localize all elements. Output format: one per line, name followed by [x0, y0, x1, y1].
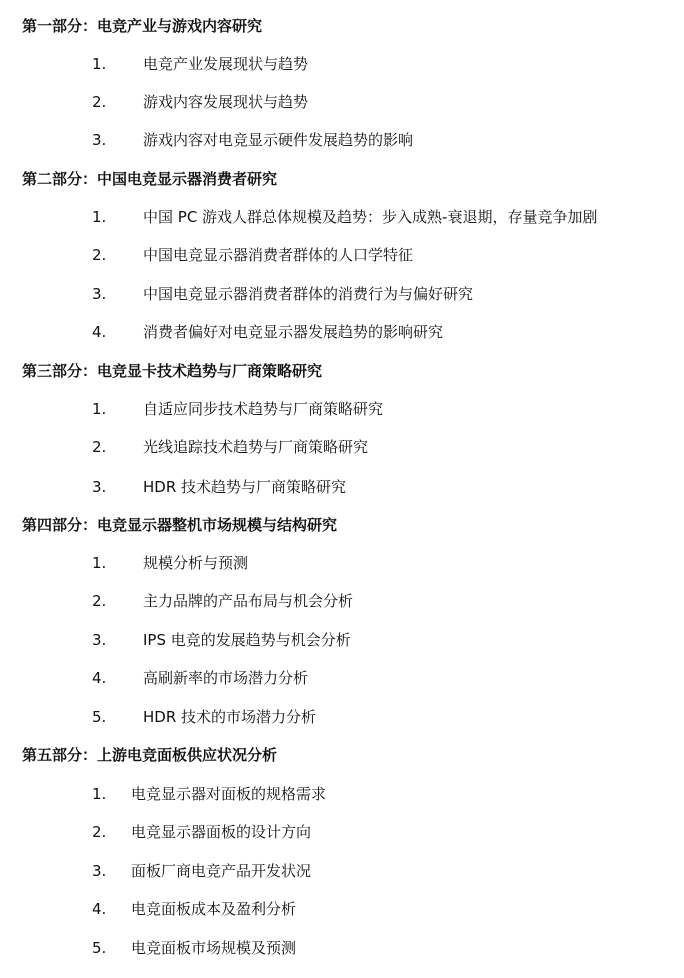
- item-text: 中国电竞显示器消费者群体的消费行为与偏好研究: [143, 285, 474, 303]
- list-item: [0, 398, 684, 420]
- item-number: 2.: [92, 246, 107, 264]
- item-number: 1.: [92, 208, 107, 226]
- item-text: 自适应同步技术趋势与厂商策略研究: [143, 400, 384, 418]
- list-item: [0, 783, 684, 805]
- item-text: 规模分析与预测: [143, 554, 249, 572]
- item-number: 1.: [92, 400, 107, 418]
- item-text: 电竞面板成本及盈利分析: [131, 900, 297, 918]
- item-text: 主力品牌的产品布局与机会分析: [143, 592, 354, 610]
- item-text: 电竞显示器面板的设计方向: [131, 823, 312, 841]
- list-item: [0, 898, 684, 920]
- item-number: 2.: [92, 93, 107, 111]
- item-number: 3.: [92, 862, 107, 880]
- list-item: [0, 552, 684, 574]
- item-text: 高刷新率的市场潜力分析: [143, 669, 309, 687]
- item-number: 2.: [92, 438, 107, 456]
- list-item: [0, 590, 684, 612]
- list-item: [0, 53, 684, 75]
- item-number: 4.: [92, 323, 107, 341]
- list-item: [0, 206, 684, 228]
- list-item: [0, 667, 684, 689]
- item-text: 游戏内容对电竞显示硬件发展趋势的影响: [143, 131, 414, 149]
- section-title-1: 第一部分：电竞产业与游戏内容研究: [22, 17, 263, 35]
- section-title-3: 第三部分：电竞显卡技术趋势与厂商策略研究: [22, 362, 323, 380]
- list-item: [0, 860, 684, 882]
- item-number: 2.: [92, 592, 107, 610]
- item-text: 中国电竞显示器消费者群体的人口学特征: [143, 246, 414, 264]
- item-text: 消费者偏好对电竞显示器发展趋势的影响研究: [143, 323, 444, 341]
- list-item: [0, 821, 684, 843]
- list-item: [0, 629, 684, 651]
- item-text: 电竞显示器对面板的规格需求: [131, 785, 327, 803]
- section-title-4: 第四部分：电竞显示器整机市场规模与结构研究: [22, 516, 338, 534]
- list-item: [0, 321, 684, 343]
- list-item: [0, 91, 684, 113]
- item-number: 4.: [92, 900, 107, 918]
- item-text: 电竞面板市场规模及预测: [131, 939, 297, 957]
- list-item: [0, 436, 684, 458]
- item-number: 1.: [92, 785, 107, 803]
- item-number: 3.: [92, 131, 107, 149]
- section-title-2: 第二部分：中国电竞显示器消费者研究: [22, 170, 278, 188]
- item-text: 面板厂商电竞产品开发状况: [131, 862, 312, 880]
- item-number: 4.: [92, 669, 107, 687]
- item-number: 3.: [92, 631, 107, 649]
- item-number: 3.: [92, 478, 107, 496]
- list-item: [0, 476, 684, 498]
- list-item: [0, 129, 684, 151]
- item-text: HDR 技术的市场潜力分析: [143, 708, 317, 726]
- item-number: 1.: [92, 55, 107, 73]
- list-item: [0, 283, 684, 305]
- item-number: 5.: [92, 939, 107, 957]
- section-title-5: 第五部分：上游电竞面板供应状况分析: [22, 746, 278, 764]
- list-item: [0, 937, 684, 959]
- item-text: 电竞产业发展现状与趋势: [143, 55, 309, 73]
- item-text: IPS 电竞的发展趋势与机会分析: [143, 631, 351, 649]
- item-text: 光线追踪技术趋势与厂商策略研究: [143, 438, 369, 456]
- item-text: 游戏内容发展现状与趋势: [143, 93, 309, 111]
- item-text: 中国 PC 游戏人群总体规模及趋势：步入成熟-衰退期，存量竞争加剧: [143, 208, 598, 226]
- item-number: 3.: [92, 285, 107, 303]
- item-number: 2.: [92, 823, 107, 841]
- list-item: [0, 244, 684, 266]
- item-number: 1.: [92, 554, 107, 572]
- item-number: 5.: [92, 708, 107, 726]
- item-text: HDR 技术趋势与厂商策略研究: [143, 478, 347, 496]
- list-item: [0, 706, 684, 728]
